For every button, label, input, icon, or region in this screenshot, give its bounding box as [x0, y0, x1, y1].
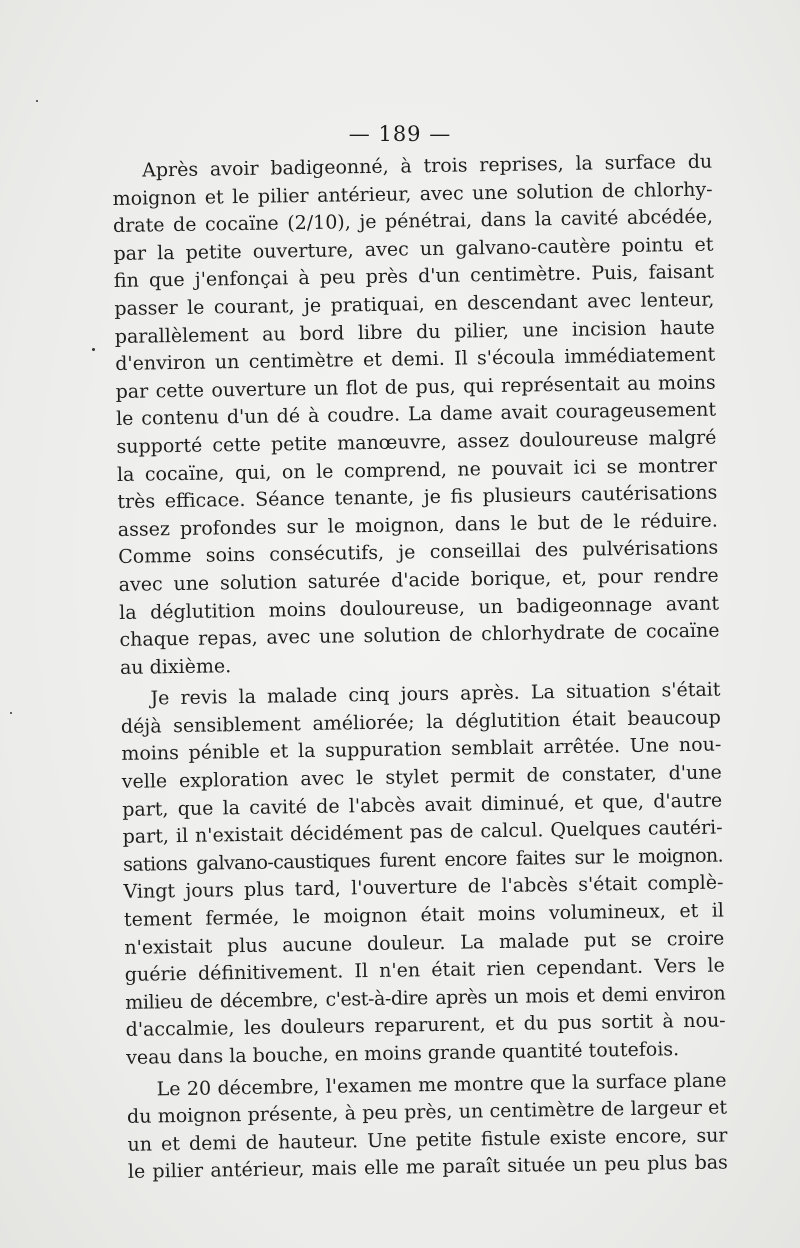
text-line: guérie définitivement. Il n'en était rien cependant. Vers le	[124, 954, 725, 987]
text-line: passer le courant, je pratiquai, en descendant avec lenteur,	[114, 288, 715, 320]
text-line: Après avoir badigeonné, à trois reprises, la surface du	[142, 150, 713, 182]
text-line: velle exploration avec le stylet permit de constater, d'une	[121, 761, 722, 793]
text-line: le pilier antérieur, mais elle me paraît située un peu plus bas	[127, 1151, 729, 1184]
text-line: un et demi de hauteur. Une petite fistule existe encore, sur	[127, 1124, 728, 1156]
text-line: par cette ouverture un flot de pus, qui représentait au moins	[115, 371, 716, 403]
text-line: Comme soins consécutifs, je conseillai des pulvérisations	[118, 536, 719, 569]
text-line: tement fermée, le moignon était moins volumineux, et il	[123, 899, 725, 931]
text-line: part, il n'existait décidément pas de calcul. Quelques cautéri-	[122, 816, 723, 849]
text-line: assez profondes sur le moignon, dans le but de le réduire.	[117, 509, 718, 541]
text-line: moins pénible et la suppuration semblait arrêtée. Une nou-	[121, 733, 722, 766]
text-line: Je revis la malade cinq jours après. La situation s'était	[150, 678, 721, 710]
paragraph-2	[120, 677, 726, 1073]
text-line: la déglutition moins douloureuse, un badigeonnage avant	[118, 592, 720, 624]
paragraph-1	[112, 149, 720, 683]
text-line: par la petite ouverture, avec un galvano-cautère pointu et	[113, 233, 714, 265]
ink-speck	[10, 712, 12, 714]
text-line: déjà sensiblement améliorée; la déglutition était beaucoup	[120, 706, 722, 738]
text-line: veau dans la bouche, en moins grande quantité toutefois.	[125, 1038, 680, 1069]
text-line: au dixième.	[119, 654, 232, 679]
ink-speck	[36, 100, 38, 102]
text-line: chaque repas, avec une solution de chlorhydrate de cocaïne	[119, 619, 720, 652]
text-line: Le 20 décembre, l'examen me montre que la surface plane	[156, 1069, 727, 1101]
text-line: sations galvano-caustiques furent encore faites sur le moignon.	[122, 844, 724, 876]
text-line: parallèlement au bord libre du pilier, une incision haute	[114, 316, 715, 348]
text-line: supporté cette petite manœuvre, assez douloureuse malgré	[116, 426, 717, 458]
text-line: du moignon présente, à peu près, un centimètre de largeur et	[126, 1096, 728, 1129]
text-line: part, que la cavité de l'abcès avait diminué, et que, d'autre	[122, 789, 723, 821]
ink-speck	[92, 348, 95, 351]
text-line: avec une solution saturée d'acide borique, et, pour rendre	[118, 564, 719, 596]
text-line: le contenu d'un dé à coudre. La dame avait courageusement	[115, 398, 717, 431]
text-line: moignon et le pilier antérieur, avec une solution de chlorhy-	[112, 178, 713, 210]
text-line: fin que j'enfonçai à peu près d'un centimètre. Puis, faisant	[113, 260, 715, 293]
text-line: Vingt jours plus tard, l'ouverture de l'abcès s'était complè-	[123, 871, 724, 904]
page-number: — 189 —	[348, 122, 452, 146]
text-line: drate de cocaïne (2/10), je pénétrai, dans la cavité abcédée,	[112, 205, 714, 238]
text-line: n'existait plus aucune douleur. La malade put se croire	[124, 927, 725, 959]
paragraph-3	[126, 1067, 728, 1187]
text-line: d'accalmie, les douleurs reparurent, et du pus sortit à nou-	[125, 1009, 726, 1042]
body-text	[112, 149, 728, 1187]
text-line: très efficace. Séance tenante, je fis plusieurs cautérisations	[117, 481, 718, 514]
text-line: la cocaïne, qui, on le comprend, ne pouvait ici se montrer	[116, 454, 718, 486]
text-line: d'environ un centimètre et demi. Il s'écoula immédiatement	[115, 343, 716, 376]
text-line: milieu de décembre, c'est-à-dire après un mois et demi environ	[125, 982, 726, 1014]
